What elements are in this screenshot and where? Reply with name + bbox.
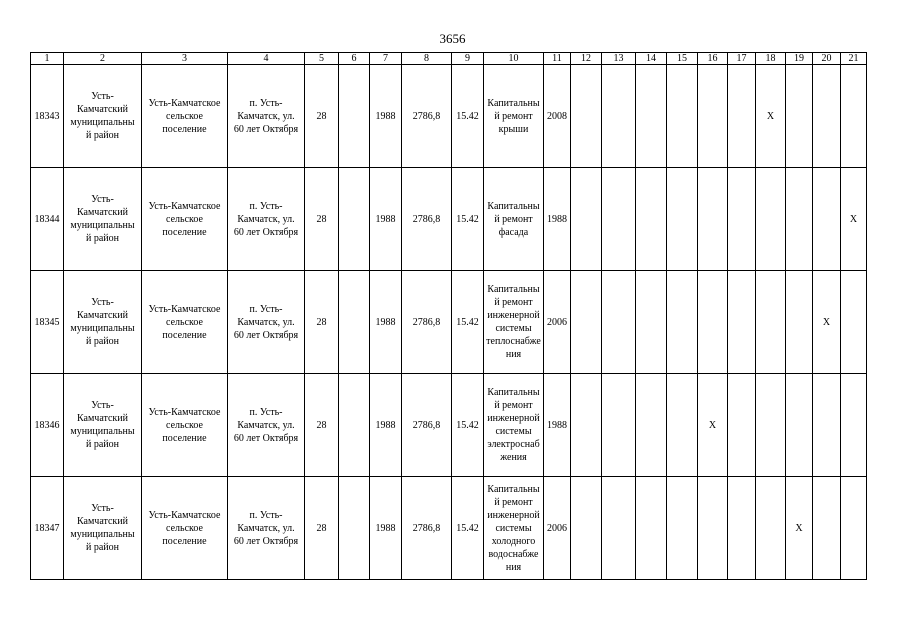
table-cell-col-11: 2008 [544,65,571,168]
table-cell-col-8: 2786,8 [402,168,452,271]
column-number-row [31,53,867,65]
table-cell-col-7: 1988 [370,271,402,374]
table-cell-col-3: Усть-Камчатское сельское поселение [142,168,228,271]
column-number-15: 15 [667,53,698,65]
table-cell-col-20 [813,168,841,271]
table-cell-col-14 [636,374,667,477]
table-cell-col-8: 2786,8 [402,271,452,374]
table-cell-col-12 [571,477,602,580]
table-cell-col-9: 15.42 [452,271,484,374]
table-cell-col-16 [698,168,728,271]
table-cell-col-4: п. Усть- Камчатск, ул. 60 лет Октября [228,374,305,477]
table-cell-col-5: 28 [305,374,339,477]
column-number-21: 21 [841,53,867,65]
table-cell-col-15 [667,477,698,580]
table-cell-col-5: 28 [305,168,339,271]
table-cell-col-13 [602,477,636,580]
table-cell-col-6 [339,271,370,374]
table-cell-col-3: Усть-Камчатское сельское поселение [142,65,228,168]
page-number: 3656 [439,31,466,46]
table-cell-col-1: 18347 [31,477,64,580]
table-cell-col-11: 1988 [544,374,571,477]
column-number-17: 17 [728,53,756,65]
table-cell-col-17 [728,374,756,477]
table-cell-col-2: Усть- Камчатский муниципальны й район [64,477,142,580]
table-cell-col-13 [602,271,636,374]
table-cell-col-20 [813,477,841,580]
table-cell-col-10: Капитальны й ремонт инженерной системы теплоснабже ния [484,271,544,374]
table-row [31,477,867,580]
column-number-1: 1 [31,53,64,65]
table-cell-col-15 [667,271,698,374]
table-cell-col-2: Усть- Камчатский муниципальны й район [64,271,142,374]
table-cell-col-13 [602,65,636,168]
table-cell-col-20 [813,65,841,168]
table-cell-col-21 [841,65,867,168]
table-cell-col-1: 18343 [31,65,64,168]
table-cell-col-21 [841,477,867,580]
table-cell-col-1: 18344 [31,168,64,271]
table-cell-col-6 [339,65,370,168]
table-row [31,65,867,168]
table-cell-col-20: X [813,271,841,374]
table-cell-col-17 [728,477,756,580]
table-cell-col-21: X [841,168,867,271]
column-number-12: 12 [571,53,602,65]
table-cell-col-17 [728,168,756,271]
table-cell-col-11: 2006 [544,271,571,374]
column-number-14: 14 [636,53,667,65]
column-number-2: 2 [64,53,142,65]
column-number-8: 8 [402,53,452,65]
table-cell-col-6 [339,374,370,477]
table-cell-col-1: 18346 [31,374,64,477]
register-table [30,52,867,580]
table-cell-col-3: Усть-Камчатское сельское поселение [142,271,228,374]
table-cell-col-13 [602,374,636,477]
table-cell-col-16 [698,477,728,580]
column-number-5: 5 [305,53,339,65]
table-cell-col-5: 28 [305,271,339,374]
table-cell-col-19 [786,374,813,477]
table-cell-col-18: X [756,65,786,168]
table-cell-col-7: 1988 [370,477,402,580]
table-cell-col-18 [756,168,786,271]
table-cell-col-12 [571,168,602,271]
table-cell-col-20 [813,374,841,477]
table-cell-col-12 [571,65,602,168]
table-cell-col-18 [756,477,786,580]
column-number-6: 6 [339,53,370,65]
table-row [31,271,867,374]
table-cell-col-12 [571,271,602,374]
table-cell-col-11: 1988 [544,168,571,271]
table-cell-col-4: п. Усть- Камчатск, ул. 60 лет Октября [228,168,305,271]
table-cell-col-19 [786,65,813,168]
table-cell-col-21 [841,374,867,477]
table-cell-col-19 [786,271,813,374]
column-number-13: 13 [602,53,636,65]
table-cell-col-2: Усть- Камчатский муниципальны й район [64,65,142,168]
table-cell-col-14 [636,271,667,374]
column-number-16: 16 [698,53,728,65]
table-cell-col-15 [667,65,698,168]
table-cell-col-16: X [698,374,728,477]
table-cell-col-19: X [786,477,813,580]
table-cell-col-8: 2786,8 [402,477,452,580]
table-cell-col-10: Капитальны й ремонт крыши [484,65,544,168]
column-number-10: 10 [484,53,544,65]
column-number-20: 20 [813,53,841,65]
table-cell-col-14 [636,65,667,168]
table-cell-col-10: Капитальны й ремонт инженерной системы холодного водоснабже ния [484,477,544,580]
column-number-19: 19 [786,53,813,65]
table-cell-col-8: 2786,8 [402,65,452,168]
table-cell-col-4: п. Усть- Камчатск, ул. 60 лет Октября [228,477,305,580]
table-cell-col-16 [698,65,728,168]
table-cell-col-8: 2786,8 [402,374,452,477]
table-cell-col-4: п. Усть- Камчатск, ул. 60 лет Октября [228,65,305,168]
table-cell-col-7: 1988 [370,374,402,477]
table-cell-col-10: Капитальны й ремонт инженерной системы электроснаб жения [484,374,544,477]
table-cell-col-9: 15.42 [452,477,484,580]
table-cell-col-9: 15.42 [452,374,484,477]
table-cell-col-5: 28 [305,477,339,580]
table-cell-col-2: Усть- Камчатский муниципальны й район [64,168,142,271]
table-cell-col-4: п. Усть- Камчатск, ул. 60 лет Октября [228,271,305,374]
table-cell-col-18 [756,374,786,477]
table-row [31,168,867,271]
table-cell-col-17 [728,65,756,168]
table-cell-col-5: 28 [305,65,339,168]
table-cell-col-16 [698,271,728,374]
table-cell-col-13 [602,168,636,271]
table-cell-col-14 [636,168,667,271]
table-cell-col-10: Капитальны й ремонт фасада [484,168,544,271]
column-number-18: 18 [756,53,786,65]
table-cell-col-14 [636,477,667,580]
table-cell-col-3: Усть-Камчатское сельское поселение [142,374,228,477]
table-cell-col-9: 15.42 [452,168,484,271]
table-cell-col-12 [571,374,602,477]
table-cell-col-18 [756,271,786,374]
table-cell-col-6 [339,477,370,580]
table-cell-col-21 [841,271,867,374]
table-cell-col-1: 18345 [31,271,64,374]
table-cell-col-11: 2006 [544,477,571,580]
column-number-11: 11 [544,53,571,65]
table-cell-col-7: 1988 [370,65,402,168]
table-cell-col-15 [667,374,698,477]
table-cell-col-19 [786,168,813,271]
table-cell-col-3: Усть-Камчатское сельское поселение [142,477,228,580]
table-cell-col-7: 1988 [370,168,402,271]
table-row [31,374,867,477]
table-cell-col-15 [667,168,698,271]
column-number-3: 3 [142,53,228,65]
table-cell-col-9: 15.42 [452,65,484,168]
table-cell-col-17 [728,271,756,374]
column-number-9: 9 [452,53,484,65]
table-cell-col-6 [339,168,370,271]
table-cell-col-2: Усть- Камчатский муниципальны й район [64,374,142,477]
column-number-7: 7 [370,53,402,65]
column-number-4: 4 [228,53,305,65]
